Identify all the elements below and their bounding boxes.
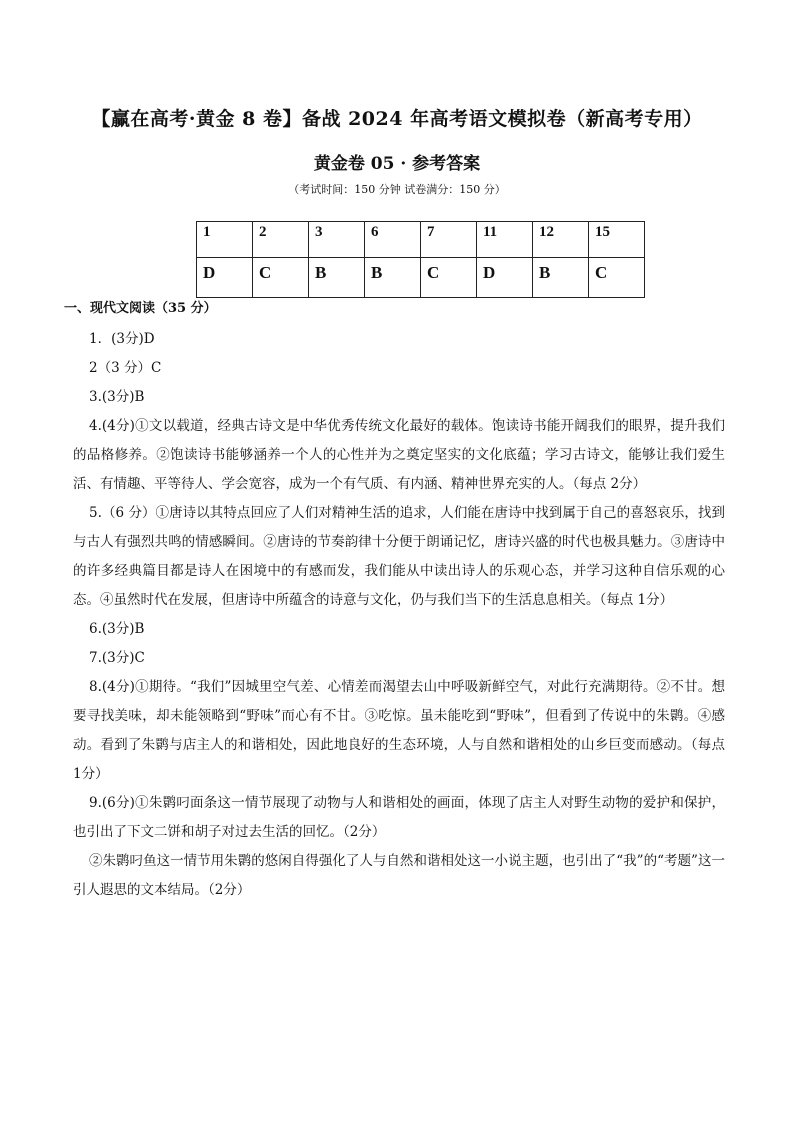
question-number: 7 [421, 222, 477, 258]
question-number: 11 [477, 222, 533, 258]
question-number: 3 [309, 222, 365, 258]
answer-item: 8.(4分)①期待。“我们”因城里空气差、心情差而渴望去山中呼吸新鲜空气，对此行充满期待。②不甘。想要寻找美味，却未能领略到“野味”而心有不甘。③吃惊。虽未能吃到“野味”，但看到了传说中的朱鹮。④感动。看到了朱鹮与店主人的和谐相处，因此地良好的生态环境，人与自然和谐相处的山乡巨变而感动。（每点 1分） [73, 679, 725, 782]
answer-table-number-row [197, 222, 645, 258]
section-heading: 一、现代文阅读（35 分） [64, 301, 217, 316]
page-title: 【赢在高考·黄金 8 卷】备战 2024 年高考语文模拟卷（新高考专用） [91, 108, 703, 130]
answer-table [196, 221, 645, 298]
answer-item: 6.(3分)B [89, 621, 145, 637]
answer-item: 5.（6 分）①唐诗以其特点回应了人们对精神生活的追求，人们能在唐诗中找到属于自己的喜怒哀乐，找到与古人有强烈共鸣的情感瞬间。②唐诗的节奏韵律十分便于朗诵记忆，唐诗兴盛的时代也极具魅力。③唐诗中的许多经典篇目都是诗人在困境中的有感而发，我们能从中读出诗人的乐观心态，并学习这种自信乐观的心态。④虽然时代在发展，但唐诗中所蕴含的诗意与文化，仍与我们当下的生活息息相关。（每点 1分） [73, 505, 725, 608]
answer-item: 4.(4分)①文以载道，经典古诗文是中华优秀传统文化最好的载体。饱读诗书能开阔我们的眼界，提升我们的品格修养。②饱读诗书能够涵养一个人的心性并为之奠定坚实的文化底蕴；学习古诗文，能够让我们爱生活、有情趣、平等待人、学会宽容，成为一个有气质、有内涵、精神世界充实的人。（每点 2分） [73, 418, 725, 492]
answer-item: 7.(3分)C [89, 650, 145, 666]
answer-letter: C [253, 258, 309, 298]
answer-item: ②朱鹮叼鱼这一情节用朱鹮的悠闲自得强化了人与自然和谐相处这一小说主题，也引出了“我”的“考题”这一引人遐思的文本结局。（2分） [73, 853, 725, 898]
answer-letter: B [309, 258, 365, 298]
answer-list [73, 325, 725, 905]
question-number: 15 [589, 222, 645, 258]
answer-letter: C [589, 258, 645, 298]
answer-letter: B [365, 258, 421, 298]
question-number: 12 [533, 222, 589, 258]
answer-letter: D [477, 258, 533, 298]
answer-item: 3.(3分)B [89, 389, 145, 405]
question-number: 2 [253, 222, 309, 258]
answer-item: 9.(6分)①朱鹮叼面条这一情节展现了动物与人和谐相处的画面，体现了店主人对野生动物的爱护和保护，也引出了下文二饼和胡子对过去生活的回忆。（2分） [73, 795, 725, 840]
answer-letter: D [197, 258, 253, 298]
answer-table-letter-row [197, 258, 645, 298]
answer-letter: B [533, 258, 589, 298]
answer-item: 2（3 分）C [89, 360, 162, 376]
exam-meta: （考试时间：150 分钟 试卷满分：150 分） [288, 183, 506, 196]
question-number: 1 [197, 222, 253, 258]
question-number: 6 [365, 222, 421, 258]
page-subtitle: 黄金卷 05 · 参考答案 [313, 154, 481, 174]
answer-item: 1．(3分)D [89, 331, 155, 347]
answer-letter: C [421, 258, 477, 298]
